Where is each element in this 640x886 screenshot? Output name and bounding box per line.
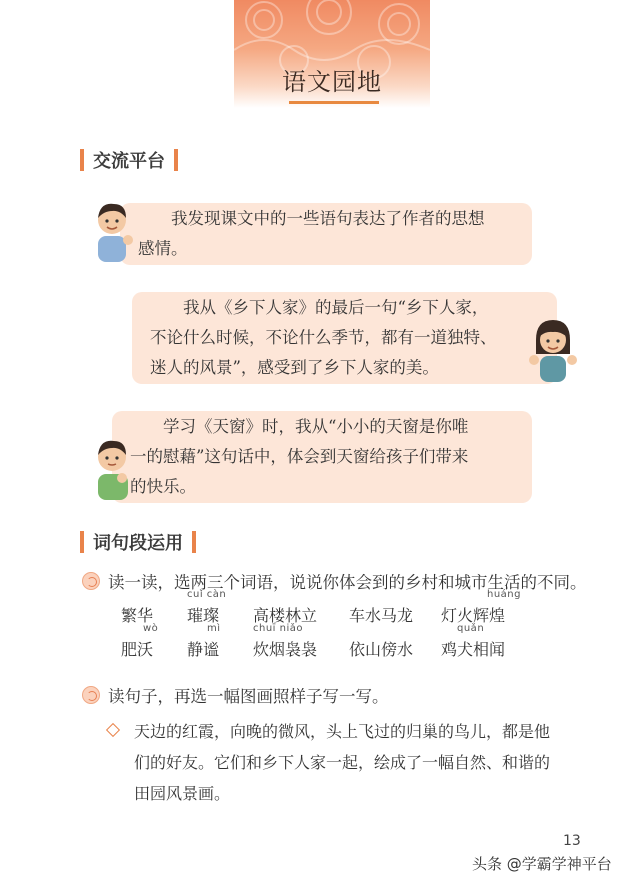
example-paragraph xyxy=(134,716,584,809)
page-title: 语文园地 xyxy=(282,68,382,96)
exercise-marker-icon xyxy=(82,572,100,590)
word-item: quǎn 鸡犬相闻 xyxy=(441,623,506,659)
header-banner xyxy=(234,0,430,108)
speech-bubble-3 xyxy=(112,411,532,503)
word-item: mì 静谧 xyxy=(187,623,221,659)
word-grid xyxy=(121,589,537,660)
exercise-marker-icon xyxy=(82,686,100,704)
bubble-line: 不论什么时候，不论什么季节，都有一道独特、 xyxy=(150,328,497,347)
example-line: 田园风景画。 xyxy=(134,784,231,803)
exercise-1-instruction: 读一读，选两三个词语，说说你体会到的乡村和城市生活的不同。 xyxy=(108,573,587,592)
bubble-line: 的快乐。 xyxy=(130,477,196,496)
example-line: 们的好友。它们和乡下人家一起，绘成了一幅自然、和谐的 xyxy=(134,753,551,772)
heading-bar xyxy=(80,149,84,171)
title-underline xyxy=(289,101,379,104)
word-item: 高楼林立 xyxy=(253,606,318,625)
bubble-line: 一的慰藉”这句话中，体会到天窗给孩子们带来 xyxy=(130,447,469,466)
word-item: 繁华 xyxy=(121,606,154,625)
bubble-line: 我从《乡下人家》的最后一句“乡下人家， xyxy=(183,298,489,317)
word-row xyxy=(121,589,537,626)
word-item: wò 肥沃 xyxy=(121,623,159,659)
heading-bar xyxy=(192,531,196,553)
bubble-line: 迷人的风景”，感受到了乡下人家的美。 xyxy=(150,358,439,377)
bubble-line: 感情。 xyxy=(138,239,188,258)
speech-bubble-2 xyxy=(132,292,557,384)
section-title-usage: 词句段运用 xyxy=(93,533,183,554)
boy-avatar-icon xyxy=(88,196,136,268)
word-item: cuǐ càn 璀璨 xyxy=(187,589,227,625)
girl-avatar-icon xyxy=(526,314,580,386)
word-item: huáng 灯火辉煌 xyxy=(441,589,521,625)
section-heading-exchange xyxy=(80,146,178,174)
diamond-bullet-icon xyxy=(106,723,120,737)
word-item: chuī niǎo 炊烟袅袅 xyxy=(253,623,318,659)
example-line: 天边的红霞，向晚的微风，头上飞过的归巢的鸟儿，都是他 xyxy=(134,722,551,741)
word-item: 依山傍水 xyxy=(349,640,414,659)
watermark: 头条 @学霸学神平台 xyxy=(472,855,612,873)
speech-bubble-1 xyxy=(120,203,532,265)
word-item: 车水马龙 xyxy=(349,606,414,625)
boy-thinking-avatar-icon xyxy=(90,432,138,504)
section-title-exchange: 交流平台 xyxy=(93,151,165,172)
exercise-2-instruction: 读句子，再选一幅图画照样子写一写。 xyxy=(108,687,389,706)
section-heading-usage xyxy=(80,528,196,556)
bubble-line: 我发现课文中的一些语句表达了作者的思想 xyxy=(171,209,485,228)
heading-bar xyxy=(174,149,178,171)
word-row xyxy=(121,623,537,660)
heading-bar xyxy=(80,531,84,553)
bubble-line: 学习《天窗》时，我从“小小的天窗是你唯 xyxy=(163,417,469,436)
page-number: 13 xyxy=(563,833,581,849)
